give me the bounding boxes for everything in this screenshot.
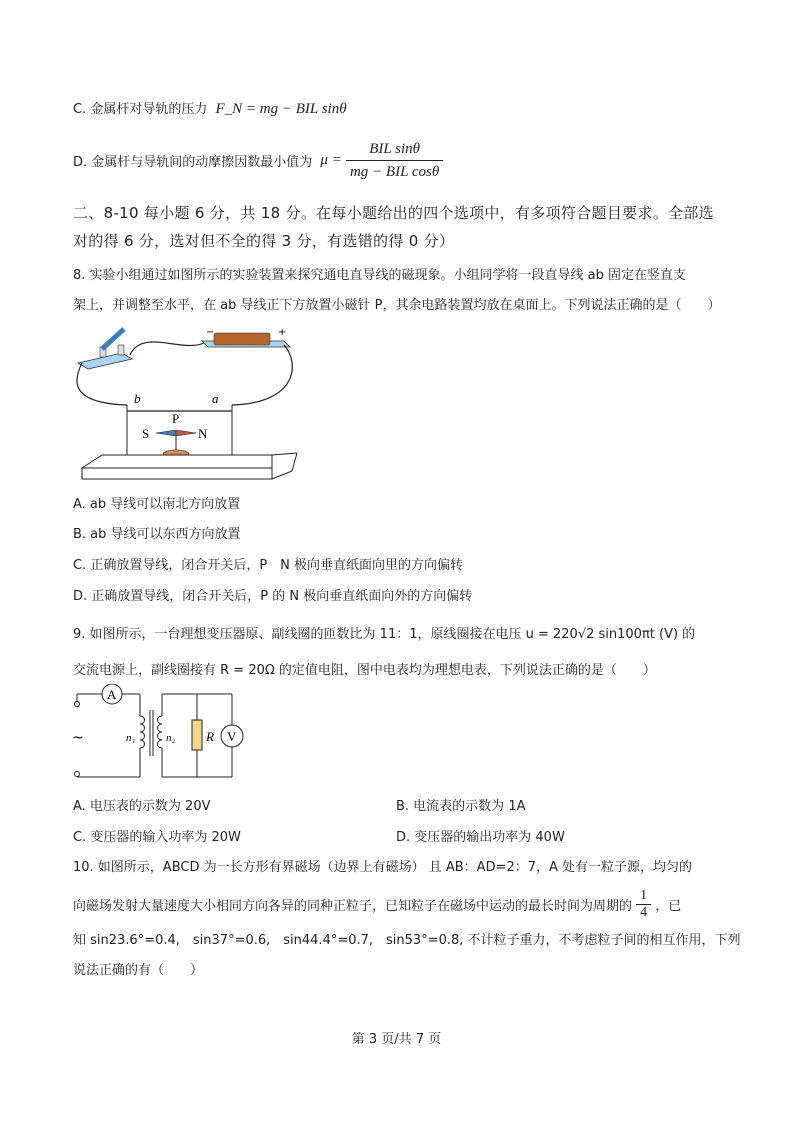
n2-label: n₂	[166, 732, 176, 744]
label-s: S	[142, 426, 150, 441]
q8-option-d: D. 正确放置导线，闭合开关后，P 的 N 极向垂直纸面向外的方向偏转	[73, 589, 473, 604]
q9-stem-line1: 9. 如图所示，一台理想变压器原、副线圈的匝数比为 11：1，原线圈接在电压 u = 220√2 sin100πt (V) 的	[73, 627, 696, 642]
option-c-text: C. 金属杆对导轨的压力	[73, 102, 208, 117]
section-heading-line2: 对的得 6 分，选对但不全的得 3 分，有选错的得 0 分）	[73, 232, 455, 250]
option-c-formula: F_N = mg − BIL sinθ	[215, 101, 347, 117]
battery-minus: −	[206, 327, 215, 338]
n1-label: n₁	[126, 732, 136, 744]
ac-source-symbol: ~	[72, 730, 84, 746]
label-n: N	[198, 426, 208, 441]
q10-stem-line2	[73, 888, 681, 921]
q8-option-c: C. 正确放置导线，闭合开关后，P N 极向垂直纸面向里的方向偏转	[73, 558, 464, 573]
quarter-numerator: 1	[636, 888, 651, 905]
fraction-numerator: BIL sinθ	[346, 138, 443, 161]
label-a: a	[212, 391, 219, 406]
label-p: P	[172, 411, 180, 426]
q9-option-d: D. 变压器的输出功率为 40W	[396, 830, 565, 845]
q8-stem-line1: 8. 实验小组通过如图所示的实验装置来探究通电直导线的磁现象。小组同学将一段直导线 ab 固定在竖直支	[73, 268, 687, 283]
q10-line2-tail: ，已	[655, 899, 682, 914]
option-d-prev	[73, 138, 443, 183]
resistor-label: R	[206, 729, 214, 744]
friction-fraction	[346, 138, 443, 183]
q8-option-a: A. ab 导线可以南北方向放置	[73, 497, 241, 512]
page-footer: 第 3 页/共 7 页	[351, 1032, 442, 1047]
q10-stem-line3: 知 sin23.6°=0.4, sin37°=0.6, sin44.4°=0.7, sin53°=0.8, 不计粒子重力，不考虑粒子间的相互作用，下列	[73, 933, 741, 948]
q9-transformer-figure	[72, 684, 252, 784]
q8-figure	[72, 323, 302, 483]
mu-symbol: μ =	[320, 152, 342, 168]
q8-stem-line2: 架上，并调整至水平，在 ab 导线正下方放置小磁针 P，其余电路装置均放在桌面上。下列说法正确的是（ ）	[73, 298, 721, 313]
ammeter-label: A	[107, 687, 117, 702]
battery-plus: +	[278, 327, 287, 338]
voltmeter-label: V	[227, 729, 237, 744]
q9-option-c: C. 变压器的输入功率为 20W	[73, 830, 241, 845]
section-heading-line1: 二、8-10 每小题 6 分，共 18 分。在每小题给出的四个选项中，有多项符合题目要求。全部选	[73, 204, 714, 222]
q10-stem-line4: 说法正确的有（ ）	[73, 963, 204, 978]
q9-stem-line2: 交流电源上，副线圈接有 R = 20Ω 的定值电阻，图中电表均为理想电表，下列说法正确的是（ ）	[73, 663, 656, 678]
q10-line2-text: 向磁场发射大量速度大小相同方向各异的同种正粒子，已知粒子在磁场中运动的最长时间为周期的	[73, 899, 633, 914]
fraction-denominator: mg − BIL cosθ	[349, 164, 440, 180]
option-d-text: D. 金属杆与导轨间的动摩擦因数最小值为	[73, 155, 313, 170]
quarter-denominator: 4	[640, 905, 648, 920]
q8-option-b: B. ab 导线可以东西方向放置	[73, 527, 241, 542]
q10-stem-line1: 10. 如图所示，ABCD 为一长方形有界磁场（边界上有磁场） 且 AB：AD=2：7，A 处有一粒子源，均匀的	[73, 860, 693, 875]
quarter-fraction	[636, 888, 651, 921]
label-b: b	[134, 391, 141, 406]
option-c-prev	[73, 98, 347, 118]
q9-option-a: A. 电压表的示数为 20V	[73, 799, 211, 814]
q9-option-b: B. 电流表的示数为 1A	[396, 799, 526, 814]
